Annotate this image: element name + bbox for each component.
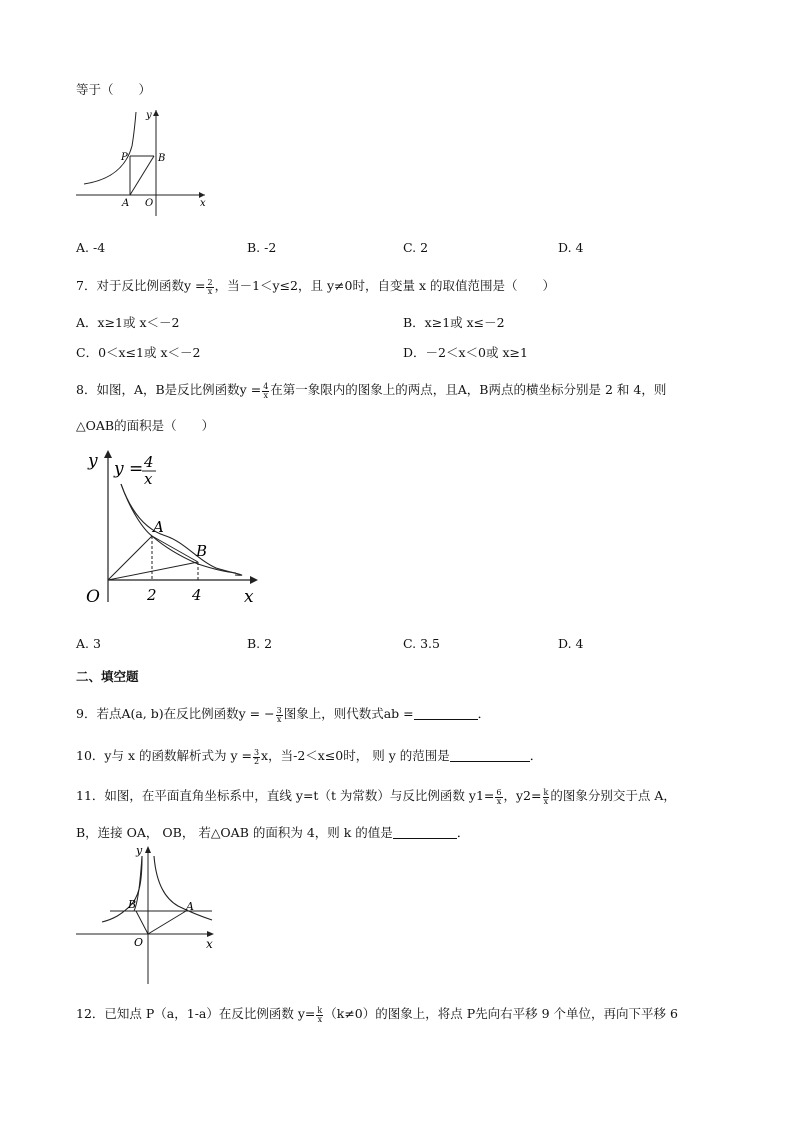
q6-fig-y-label: y bbox=[146, 110, 152, 121]
q8-option-b[interactable]: B. 2 bbox=[247, 636, 273, 651]
q8-option-d[interactable]: D. 4 bbox=[558, 636, 584, 651]
q11-fraction-2: $\frac{k}{x}$ bbox=[543, 787, 549, 806]
q8-fig-eq-num: 4 bbox=[144, 453, 154, 471]
q12-fraction: $\frac{k}{x}$ bbox=[317, 1005, 323, 1024]
q10-fraction: $\frac{3}{2}$ bbox=[253, 747, 260, 766]
section-heading-fill-in: 二、填空题 bbox=[76, 669, 139, 684]
q9-answer-blank[interactable] bbox=[414, 707, 478, 721]
q6-fig-b-label: B bbox=[158, 153, 166, 164]
q8-option-a[interactable]: A. 3 bbox=[76, 636, 101, 651]
q8-fig-a-label: A bbox=[153, 518, 164, 536]
q6-tail-text: 等于（ ） bbox=[76, 82, 152, 97]
q7-option-d[interactable]: D．－2＜x＜0或 x≥1 bbox=[403, 345, 528, 360]
q8-fig-eq-den: x bbox=[144, 470, 153, 488]
q8-fig-tick-2: 2 bbox=[147, 586, 157, 604]
q10-answer-blank[interactable] bbox=[450, 749, 530, 763]
q11-stem-line2: B，连接 OA， OB， 若△OAB 的面积为 4，则 k 的值是 ． bbox=[76, 825, 470, 840]
q8-stem-line1: 8．如图，A，B是反比例函数y = $\frac{4}{x}$ 在第一象限内的图象上的两点，且A，B两点的横坐标分别是 2 和 4，则 bbox=[76, 381, 667, 400]
q11-fig-y-label: y bbox=[136, 844, 143, 857]
q8-fig-x-label: x bbox=[244, 587, 254, 607]
q7-fraction: $\frac{2}{x}$ bbox=[207, 277, 213, 296]
q6-fig-o-label: O bbox=[145, 198, 154, 209]
q11-figure bbox=[72, 844, 232, 986]
q7-option-c[interactable]: C．0＜x≤1或 x＜－2 bbox=[76, 345, 201, 360]
q6-option-d[interactable]: D. 4 bbox=[558, 240, 584, 255]
q6-option-c[interactable]: C. 2 bbox=[403, 240, 429, 255]
q6-fig-a-label: A bbox=[122, 198, 130, 209]
q7-stem: 7．对于反比例函数y = $\frac{2}{x}$ ，当－1＜y≤2，且 y≠0时，自变量 x 的取值范围是（ ） bbox=[76, 277, 555, 296]
q11-fig-a-label: A bbox=[186, 900, 194, 913]
q8-fig-eq-lhs: y = bbox=[114, 459, 144, 479]
q11-fig-x-label: x bbox=[206, 937, 213, 951]
q8-stem-line2: △OAB的面积是（ ） bbox=[76, 418, 215, 433]
q9-fraction: $\frac{3}{x}$ bbox=[276, 705, 282, 724]
q8-fraction: $\frac{4}{x}$ bbox=[263, 381, 269, 400]
q11-fig-o-label: O bbox=[134, 936, 144, 949]
q6-fig-p-label: P bbox=[121, 152, 128, 163]
q11-stem-line1: 11．如图，在平面直角坐标系中，直线 y=t（t 为常数）与反比例函数 y1= $\frac{6}{x}$ ，y2= $\frac{k}{x}$ 的图象分别交于点 A， bbox=[76, 787, 676, 806]
q6-fig-x-label: x bbox=[200, 198, 206, 209]
q8-fig-y-label: y bbox=[88, 451, 98, 471]
q6-figure bbox=[70, 104, 220, 222]
q11-fraction-1: $\frac{6}{x}$ bbox=[496, 787, 502, 806]
q8-fig-o-label: O bbox=[86, 587, 100, 607]
q8-fig-b-label: B bbox=[196, 542, 208, 560]
q12-stem: 12．已知点 P（a，1-a）在反比例函数 y= $\frac{k}{x}$ （k≠0）的图象上，将点 P先向右平移 9 个单位，再向下平移 6 bbox=[76, 1005, 678, 1024]
q11-answer-blank[interactable] bbox=[393, 826, 457, 840]
q8-option-c[interactable]: C. 3.5 bbox=[403, 636, 440, 651]
q8-fig-tick-4: 4 bbox=[192, 586, 202, 604]
q11-fig-b-label: B bbox=[128, 898, 137, 911]
q8-figure bbox=[76, 442, 276, 612]
q6-option-a[interactable]: A. -4 bbox=[76, 240, 106, 255]
q7-option-b[interactable]: B．x≥1或 x≤－2 bbox=[403, 315, 505, 330]
q7-option-a[interactable]: A．x≥1或 x＜－2 bbox=[76, 315, 180, 330]
q6-option-b[interactable]: B. -2 bbox=[247, 240, 277, 255]
q10-stem: 10．y与 x 的函数解析式为 y = $\frac{3}{2}$ x，当-2＜x≤0时， 则 y 的范围是 ． bbox=[76, 747, 543, 766]
q9-stem: 9．若点A(a, b)在反比例函数y = − $\frac{3}{x}$ 图象上，则代数式ab = ． bbox=[76, 705, 491, 724]
